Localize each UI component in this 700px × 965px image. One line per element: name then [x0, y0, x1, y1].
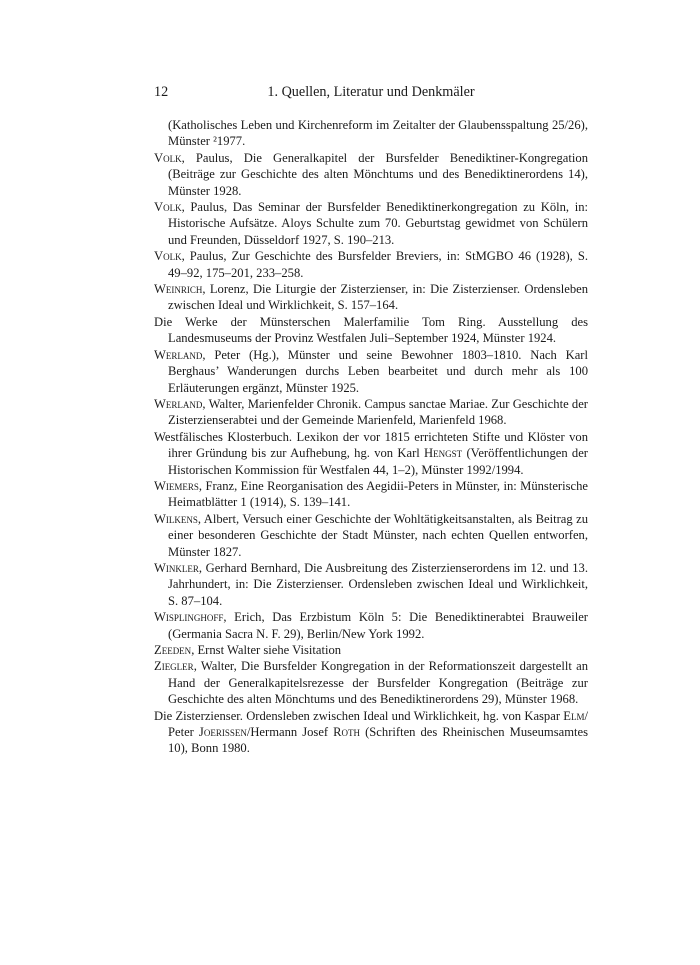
author-name: Wiemers	[154, 478, 199, 493]
author-name: Weinrich	[154, 282, 203, 297]
bibliography-entry: Volk, Paulus, Die Generalkapitel der Bursfelder Benediktiner-Kongregation (Beiträge zur Geschichte des alten Mönchtums und des Benediktinerordens 14), Münster 1928.	[154, 150, 588, 198]
running-head: 1. Quellen, Literatur und Denkmäler	[267, 84, 475, 100]
author-name: Wilkens	[154, 511, 198, 526]
bibliography-entry: Die Zisterzienser. Ordensleben zwischen Ideal und Wirklichkeit, hg. von Kaspar Elm/ Peter Joerissen/Hermann Josef Roth (Schriften des Rheinischen Museumsamtes 10), Bonn 1980.	[154, 708, 588, 756]
bibliography-entry: Wisplinghoff, Erich, Das Erzbistum Köln 5: Die Benediktinerabtei Brauweiler (Germania Sacra N. F. 29), Berlin/New York 1992.	[154, 610, 588, 641]
bibliography-entry: Zeeden, Ernst Walter siehe Visitation	[154, 643, 342, 657]
bibliography-entry: Wiemers, Franz, Eine Reorganisation des Aegidii-Peters in Münster, in: Münsterische Heimatblätter 1 (1914), S. 139–141.	[154, 478, 588, 510]
bibliography-entry: Westfälisches Klosterbuch. Lexikon der vor 1815 errichteten Stifte und Klöster von ihrer Gründung bis zur Aufhebung, hg. von Karl Hengst (Veröffentlichungen der Historischen Kommission für Westfalen 44, 1–2), Münster 1992/1994.	[154, 429, 588, 477]
author-name: Winkler	[154, 560, 199, 575]
bibliography-entry: Winkler, Gerhard Bernhard, Die Ausbreitung des Zisterzienserordens im 12. und 13. Jahrhundert, in: Die Zisterzienser. Ordensleben zwischen Ideal und Wirklichkeit, S. 87–104.	[154, 560, 588, 608]
page-number: 12	[154, 84, 169, 100]
author-name: Volk	[154, 249, 182, 264]
bibliography-entry: (Katholisches Leben und Kirchenreform im Zeitalter der Glaubensspaltung 25/26), Münster ²1977.	[168, 118, 588, 149]
author-name: Hengst	[424, 446, 463, 461]
author-name: Roth	[333, 725, 361, 740]
bibliography-entry: Die Werke der Münsterschen Malerfamilie Tom Ring. Ausstellung des Landesmuseums der Provinz Westfalen Juli–September 1924, Münster 1924.	[154, 314, 588, 346]
author-name: Werland	[154, 347, 203, 362]
author-name: Ziegler	[154, 659, 194, 674]
author-name: Elm	[563, 708, 585, 723]
author-name: Volk	[154, 150, 182, 165]
bibliography-entry: Werland, Walter, Marienfelder Chronik. Campus sanctae Mariae. Zur Geschichte der Zisterzienserabtei und der Gemeinde Marienfeld, Marienfeld 1968.	[154, 396, 588, 428]
bibliography-entry: Werland, Peter (Hg.), Münster und seine Bewohner 1803–1810. Nach Karl Berghaus’ Wanderungen durchs Leben bearbeitet und durch mehr als 100 Erläuterungen ergänzt, Münster 1925.	[154, 347, 588, 395]
author-name: Wisplinghoff	[154, 610, 224, 625]
page-header	[154, 82, 588, 102]
bibliography-entry: Volk, Paulus, Zur Geschichte des Bursfelder Breviers, in: StMGBO 46 (1928), S. 49–92, 175–201, 233–258.	[154, 249, 588, 280]
bibliography-entry: Weinrich, Lorenz, Die Liturgie der Zisterzienser, in: Die Zisterzienser. Ordensleben zwischen Ideal und Wirklichkeit, S. 157–164.	[154, 282, 588, 313]
bibliography-entry: Ziegler, Walter, Die Bursfelder Kongregation in der Reformationszeit dargestellt an Hand der Generalkapitelsrezesse der Bursfelder Kongregation (Beiträge zur Geschichte des alten Mönchtums und des Benediktinerordens 29), Münster 1968.	[154, 659, 588, 707]
author-name: Joerissen	[198, 725, 247, 740]
bibliography-list	[154, 117, 588, 757]
author-name: Volk	[154, 200, 182, 215]
author-name: Werland	[154, 396, 203, 411]
author-name: Zeeden	[154, 643, 192, 657]
bibliography-entry: Wilkens, Albert, Versuch einer Geschichte der Wohltätigkeitsanstalten, als Beitrag zu einer besonderen Geschichte der Stadt Münster, nach echten Quellen entworfen, Münster 1827.	[154, 511, 588, 559]
bibliography-entry: Volk, Paulus, Das Seminar der Bursfelder Benediktinerkongregation zu Köln, in: Historische Aufsätze. Aloys Schulte zum 70. Geburtstag gewidmet von Schülern und Freunden, Düsseldorf 1927, S. 190–213.	[154, 200, 588, 247]
